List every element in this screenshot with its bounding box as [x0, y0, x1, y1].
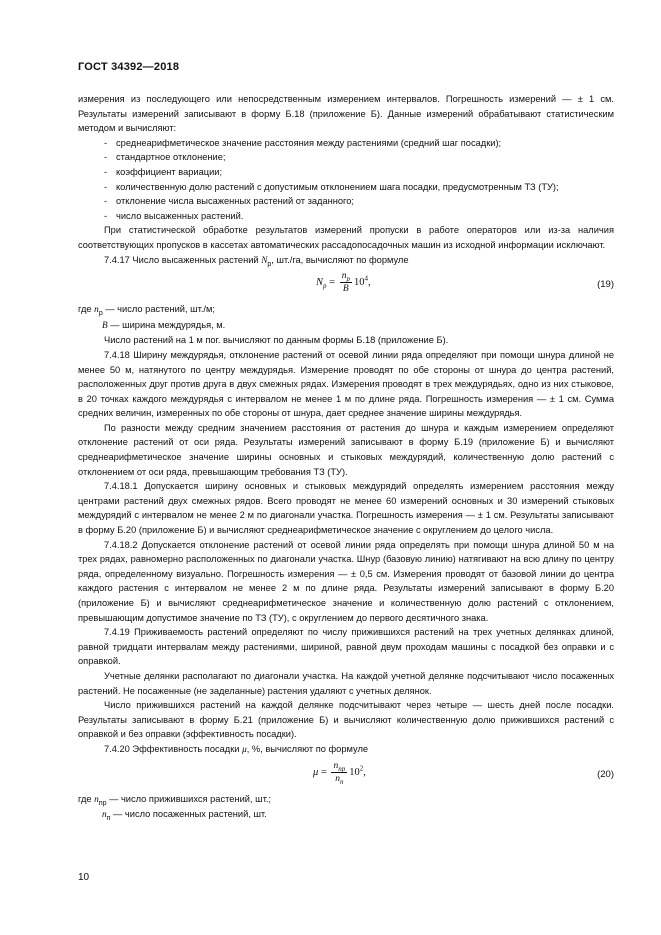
list-item — [78, 209, 614, 224]
numerator — [331, 760, 347, 773]
list-dash: - — [104, 196, 108, 207]
paragraph: 7.4.19 Приживаемость растений определяют по числу прижившихся растений на трех учетных делянках длиной, равной тридцати интервалам между растениями, шириной, равной двум проходам машины с посадкой без оправки и с оправкой. — [78, 627, 614, 667]
where-description: — число прижившихся растений, шт.; — [106, 793, 271, 804]
variable: N — [261, 255, 268, 266]
list-dash: - — [104, 210, 108, 221]
equals-sign: = — [318, 766, 330, 778]
paragraph: Число прижившихся растений на каждой делянке подсчитывают через четыре — шесть дней после посадки. Результаты записывают в форму Б.21 (приложение Б) и вычисляют количественную долю прижившихся растений с оправкой и без оправки (эффективность посадки). — [78, 700, 614, 740]
equals-sign: = — [326, 277, 338, 289]
subscript: пр — [338, 764, 346, 773]
list-item-text: количественную долю растений с допустимым отклонением шага посадки, предусмотренным ТЗ (ТУ); — [116, 181, 559, 192]
where-prefix: где — [78, 793, 95, 804]
paragraph-text: , %, вычисляют по формуле — [246, 743, 369, 754]
list-item — [78, 150, 614, 165]
subscript: р — [346, 275, 350, 284]
list-item — [78, 136, 614, 151]
paragraph — [78, 253, 614, 269]
subscript: р — [323, 282, 327, 291]
where-line — [78, 318, 614, 334]
variable: μ — [242, 744, 247, 755]
subscript: р — [267, 260, 272, 268]
list-dash: - — [104, 137, 108, 148]
fraction — [340, 270, 352, 295]
document-header: ГОСТ 34392—2018 — [78, 61, 180, 73]
paragraph: измерения из последующего или непосредственным измерением интервалов. Погрешность измерений — ± 1 см. Результаты измерений записывают в форму Б.18 (приложение Б). Данные измерений обрабатывают статистическим методом и вычисляют: — [78, 94, 614, 134]
variable: n — [102, 810, 107, 821]
numerator-var: n — [341, 271, 347, 282]
formula-number: (19) — [597, 279, 614, 291]
paragraph-text: 7.4.17 Число высаженных растений — [104, 254, 262, 265]
document-body — [78, 92, 614, 823]
formula-expression — [313, 760, 366, 785]
page-number: 10 — [78, 872, 90, 883]
paragraph — [78, 742, 614, 758]
exponent: 4 — [364, 274, 368, 283]
variable: n — [94, 794, 99, 805]
formula-lhs: N — [316, 277, 324, 289]
formula-lhs: μ — [313, 766, 319, 778]
list-item-text: стандартное отклонение; — [116, 152, 226, 163]
list-item — [78, 194, 614, 209]
variable: n — [94, 305, 99, 316]
paragraph: 7.4.18.1 Допускается ширину основных и стыковых междурядий определять измерением расстояния между центрами растений двух смежных рядов. Всего проводят не менее 60 измерений основных и 30 измерений стыковых междурядий с интервалом не менее 2 м по диагонали участка. Погрешность измерения — ± 1 см. Результаты записывают в форму Б.20 (приложение Б) и вычисляют среднеарифметическое значение с округлением до целого числа. — [78, 481, 614, 536]
formula-20 — [78, 758, 614, 792]
paragraph-text: , шт./га, вычисляют по формуле — [271, 254, 409, 265]
multiplier: 10 — [349, 766, 360, 778]
formula-number: (20) — [597, 768, 614, 780]
numerator-var: n — [333, 760, 339, 771]
denominator: B — [342, 284, 349, 295]
list-dash: - — [104, 181, 108, 192]
paragraph-text: 7.4.20 Эффективность посадки — [104, 743, 243, 754]
list-item-text: коэффициент вариации; — [116, 166, 223, 177]
paragraph: При статистической обработке результатов измерений пропуски в работе операторов или из-за наличия соответствующих пропусков в кассетах автоматических рассадопосадочных машин из исходной информации исключают. — [78, 225, 614, 250]
fraction — [331, 760, 347, 785]
subscript: п — [106, 814, 111, 822]
formula-19 — [78, 268, 614, 302]
where-prefix: где — [78, 304, 95, 315]
subscript: пр — [98, 799, 107, 807]
paragraph: Число растений на 1 м пог. вычисляют по данным формы Б.18 (приложение Б). — [104, 335, 449, 346]
comma: , — [363, 766, 366, 778]
paragraph: По разности между средним значением расстояния от растения до шнура и каждым измерением определяют отклонение растений от оси ряда. Результаты измерений записывают в форму Б.19 (приложение Б) и вычисляют среднеарифметическое значение ширины основных и стыковых междурядий, количественную долю растений с отклонением от оси ряда, превышающим требования ТЗ (ТУ). — [78, 422, 614, 477]
where-line — [78, 302, 614, 318]
list-item-text: среднеарифметическое значение расстояния между растениями (средний шаг посадки); — [116, 137, 502, 148]
subscript: р — [98, 309, 103, 317]
denominator — [331, 773, 347, 785]
paragraph: 7.4.18 Ширину междурядья, отклонение растений от осевой линии ряда определяют при помощи шнура длиной не менее 50 м, натянутого по центру междурядья. Измерение проводят по обе стороны от шнура до центра растений, расположенных друг против друга в двух смежных рядах. Измерения проводят в трех междурядьях, одно из них стыковое, в 20 точках каждого междурядья с интервалом не менее 1 м по длине ряда. Погрешность измерения — ± 1 см. Сумма средних величин, измеренных по обе стороны от шнура, дает среднее значение ширины междурядья. — [78, 349, 614, 419]
list-item — [78, 180, 614, 195]
list-dash: - — [104, 166, 108, 177]
where-line — [78, 792, 614, 808]
variable: B — [102, 320, 108, 331]
list-dash: - — [104, 152, 108, 163]
paragraph: Учетные делянки располагают по диагонали участка. На каждой учетной делянке подсчитывают число посаженных растений. Не посаженные (не заделанные) растения удаляют с учетных делянок. — [78, 670, 614, 696]
list-item-text: отклонение числа высаженных растений от заданного; — [116, 196, 354, 207]
numerator — [340, 270, 352, 283]
denominator-var: n — [335, 773, 340, 784]
exponent: 2 — [359, 763, 364, 772]
comma: , — [367, 277, 371, 289]
multiplier: 10 — [353, 277, 365, 289]
list-item — [78, 165, 614, 180]
where-line — [78, 807, 614, 823]
list-item-text: число высаженных растений. — [116, 210, 244, 221]
where-description: — ширина междурядья, м. — [107, 319, 226, 330]
where-description: — число посаженных растений, шт. — [110, 809, 267, 820]
formula-expression — [316, 270, 371, 295]
subscript: п — [339, 777, 344, 786]
paragraph: 7.4.18.2 Допускается отклонение растений от осевой линии ряда определять при помощи шнура длиной 50 м на трех рядах, равномерно расположенных по диагонали участка. Шнур (базовую линию) натягивают на всю длину по центру ряда, определенному визуально. Погрешность измерения — ± 0,5 см. Измерения проводят от базовой линии до центра каждого растения с интервалом не менее 2 м по длине ряда. Результаты измерений записывают в форму Б.20 (приложение Б) и вычисляют среднеарифметическое значение и количественную долю растений с отклонением, превышающим допустимое значение по ТЗ (ТУ), с округлением до первого десятичного знака. — [78, 539, 614, 623]
where-description: — число растений, шт./м; — [102, 304, 215, 315]
